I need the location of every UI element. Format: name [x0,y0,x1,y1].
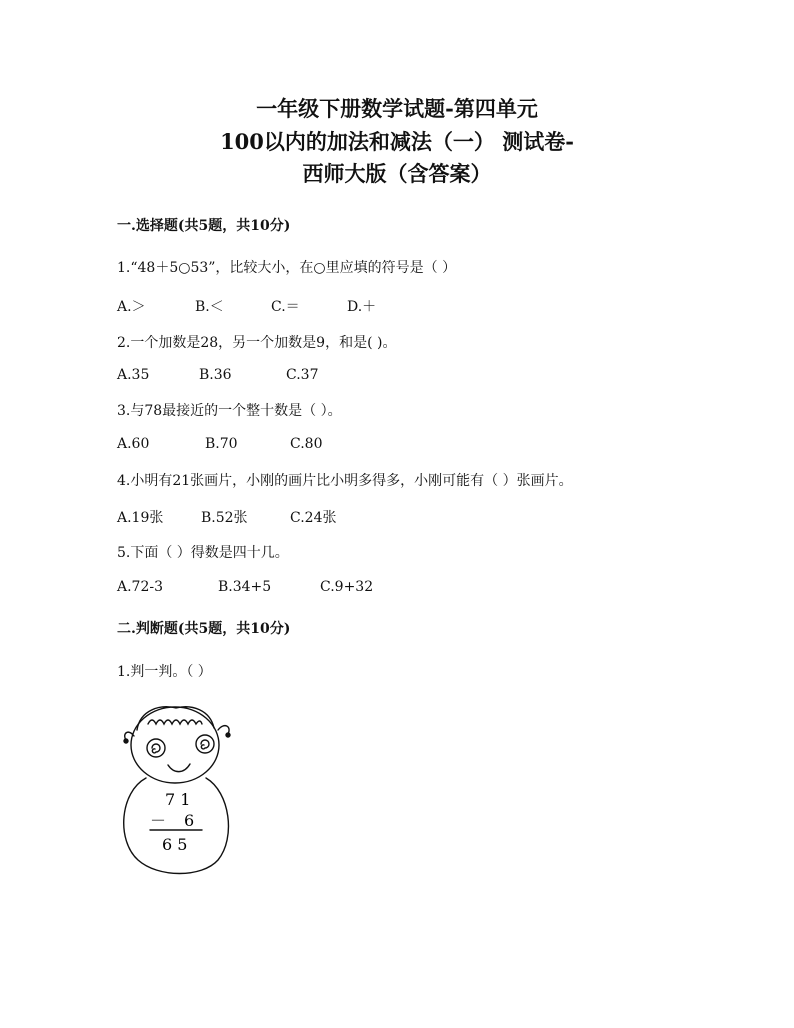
question-1: 1.“48＋5○53”，比较大小，在○里应填的符号是（ ） [117,260,457,276]
question-2: 2.一个加数是28，另一个加数是9，和是( )。 [117,335,397,351]
left-antenna-tip [124,739,128,743]
right-antenna-tip [226,733,230,737]
hair-curls [148,720,202,724]
section-heading-choice: 一.选择题(共5题，共10分) [117,218,291,234]
option: B.＜ [195,299,224,315]
figure-operator: － [150,811,167,830]
question-3: 3.与78最接近的一个整十数是（ ）。 [117,403,342,419]
option: A.35 [117,367,150,383]
option: B.36 [199,367,232,383]
option: A.＞ [117,299,146,315]
option: C.＝ [271,299,300,315]
figure-row1: 7 1 [165,790,191,809]
option: B.34+5 [218,579,272,595]
question-5: 5.下面（ ）得数是四十几。 [117,545,289,561]
option: C.24张 [290,510,337,526]
title-line-1: 一年级下册数学试题-第四单元 [256,96,538,121]
question-4-options [117,507,336,527]
cartoon-figure [110,700,250,880]
hair-outline [137,707,214,730]
right-eye-spiral [201,740,209,749]
question-3-options [117,436,322,452]
option: C.80 [290,436,323,452]
question-5-options [117,579,373,595]
section-heading-judgement: 二.判断题(共5题，共10分) [117,621,291,637]
option: A.19张 [117,510,164,526]
smile [168,764,190,772]
option: B.70 [205,436,238,452]
title-line-2: 100以内的加法和减法（一） 测试卷- [220,129,574,154]
title-line-3: 西师大版（含答案） [302,161,492,186]
option: A.60 [117,436,150,452]
option: A.72-3 [117,579,164,595]
question-2-options [117,367,318,383]
option: C.37 [286,367,319,383]
question-1-options [117,296,376,316]
option: B.52张 [201,510,248,526]
question-4: 4.小明有21张画片，小刚的画片比小明多得多，小刚可能有（ ）张画片。 [117,473,573,489]
option: C.9+32 [320,579,374,595]
option: D.＋ [347,299,377,315]
figure-row2: 6 [184,811,195,830]
right-eye [196,735,214,753]
left-eye-spiral [152,744,160,753]
figure-result: 6 5 [162,835,188,854]
question-judge-1: 1.判一判。（ ） [117,664,212,680]
left-eye [147,739,165,757]
